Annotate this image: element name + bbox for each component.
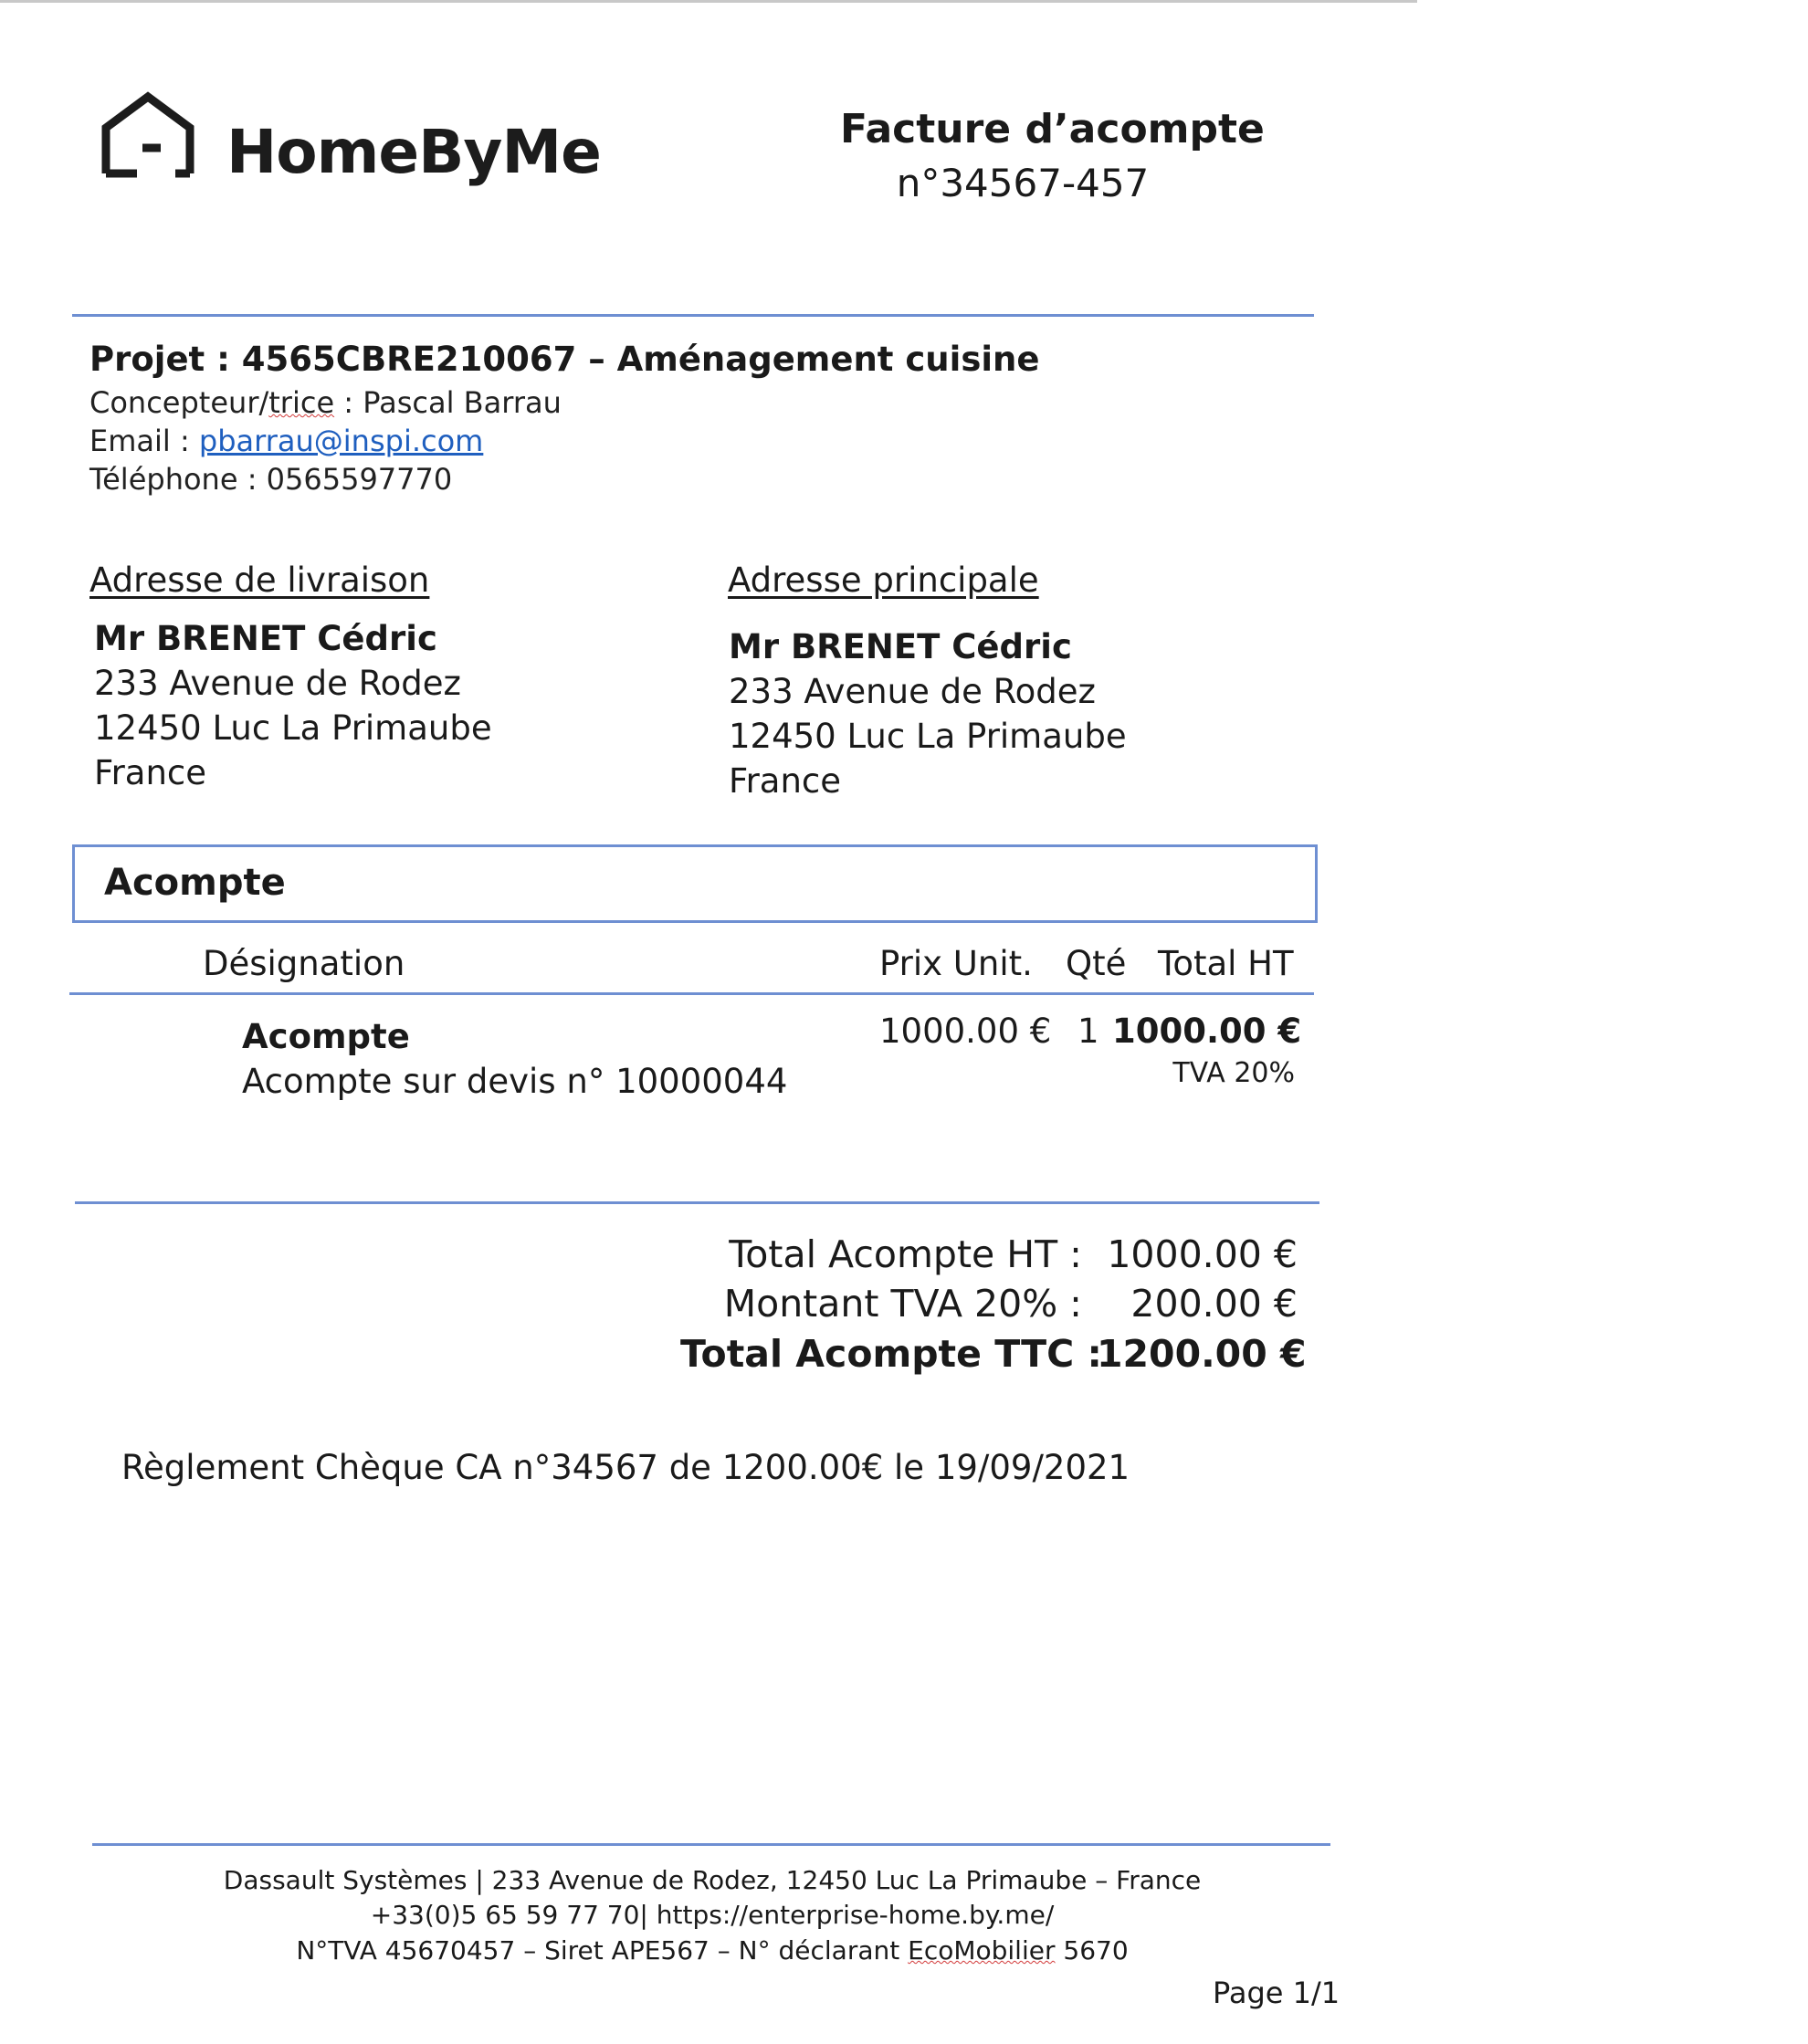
col-header-qty: Qté bbox=[1066, 944, 1127, 983]
delivery-address bbox=[94, 616, 492, 795]
main-country: France bbox=[729, 761, 842, 801]
delivery-name: Mr BRENET Cédric bbox=[94, 619, 437, 658]
footer-company: Dassault Systèmes | 233 Avenue de Rodez, 12450 Luc La Primaube – France bbox=[223, 1865, 1202, 1895]
total-ht-value: 1000.00 € bbox=[1107, 1232, 1298, 1276]
designer-line: Concepteur/trice : Pascal Barrau bbox=[89, 385, 562, 420]
col-header-designation: Désignation bbox=[203, 944, 405, 983]
item-unit-price: 1000.00 € bbox=[879, 1012, 1052, 1051]
item-vat: TVA 20% bbox=[1172, 1057, 1295, 1089]
tva-amount-value: 200.00 € bbox=[1130, 1282, 1298, 1326]
document-number: n°34567-457 bbox=[896, 161, 1150, 205]
item-title: Acompte bbox=[242, 1017, 410, 1056]
delivery-street: 233 Avenue de Rodez bbox=[94, 664, 461, 703]
tva-amount-label: Montant TVA 20% : bbox=[723, 1282, 1082, 1326]
item-qty: 1 bbox=[1077, 1012, 1099, 1051]
total-ttc-label: Total Acompte TTC : bbox=[680, 1332, 1102, 1376]
section-header-box bbox=[72, 844, 1318, 923]
main-address bbox=[729, 624, 1127, 803]
brand-name: HomeByMe bbox=[226, 117, 601, 187]
total-ttc-value: 1200.00 € bbox=[1097, 1332, 1307, 1376]
payment-info: Règlement Chèque CA n°34567 de 1200.00€ le 19/09/2021 bbox=[121, 1448, 1130, 1487]
document-title: Facture d’acompte bbox=[840, 106, 1265, 152]
item-description: Acompte sur devis n° 10000044 bbox=[242, 1062, 788, 1101]
main-city: 12450 Luc La Primaube bbox=[729, 717, 1127, 756]
house-icon bbox=[100, 91, 195, 179]
item-total: 1000.00 € bbox=[1112, 1012, 1302, 1051]
table-bottom-divider bbox=[75, 1201, 1319, 1204]
email-link[interactable]: pbarrau@inspi.com bbox=[198, 424, 484, 458]
table-header-divider bbox=[69, 992, 1314, 995]
section-title: Acompte bbox=[104, 862, 286, 904]
phone-line: Téléphone : 0565597770 bbox=[89, 462, 453, 497]
delivery-city: 12450 Luc La Primaube bbox=[94, 708, 492, 748]
total-ht-label: Total Acompte HT : bbox=[729, 1232, 1082, 1276]
col-header-total: Total HT bbox=[1158, 944, 1294, 983]
main-name: Mr BRENET Cédric bbox=[729, 627, 1072, 666]
page-number: Page 1/1 bbox=[1213, 1976, 1340, 2010]
top-border bbox=[0, 0, 1417, 3]
footer-contact: +33(0)5 65 59 77 70| https://enterprise-home.by.me/ bbox=[370, 1900, 1055, 1930]
project-title: Projet : 4565CBRE210067 – Aménagement cuisine bbox=[89, 340, 1040, 379]
delivery-country: France bbox=[94, 753, 207, 792]
footer-divider bbox=[92, 1843, 1330, 1846]
divider bbox=[72, 314, 1314, 317]
delivery-address-heading: Adresse de livraison bbox=[89, 561, 430, 600]
main-street: 233 Avenue de Rodez bbox=[729, 672, 1096, 711]
main-address-heading: Adresse principale bbox=[728, 561, 1039, 600]
col-header-unit-price: Prix Unit. bbox=[879, 944, 1033, 983]
footer-legal: N°TVA 45670457 – Siret APE567 – N° déclarant EcoMobilier 5670 bbox=[296, 1935, 1129, 1965]
email-line: Email : pbarrau@inspi.com bbox=[89, 424, 484, 458]
